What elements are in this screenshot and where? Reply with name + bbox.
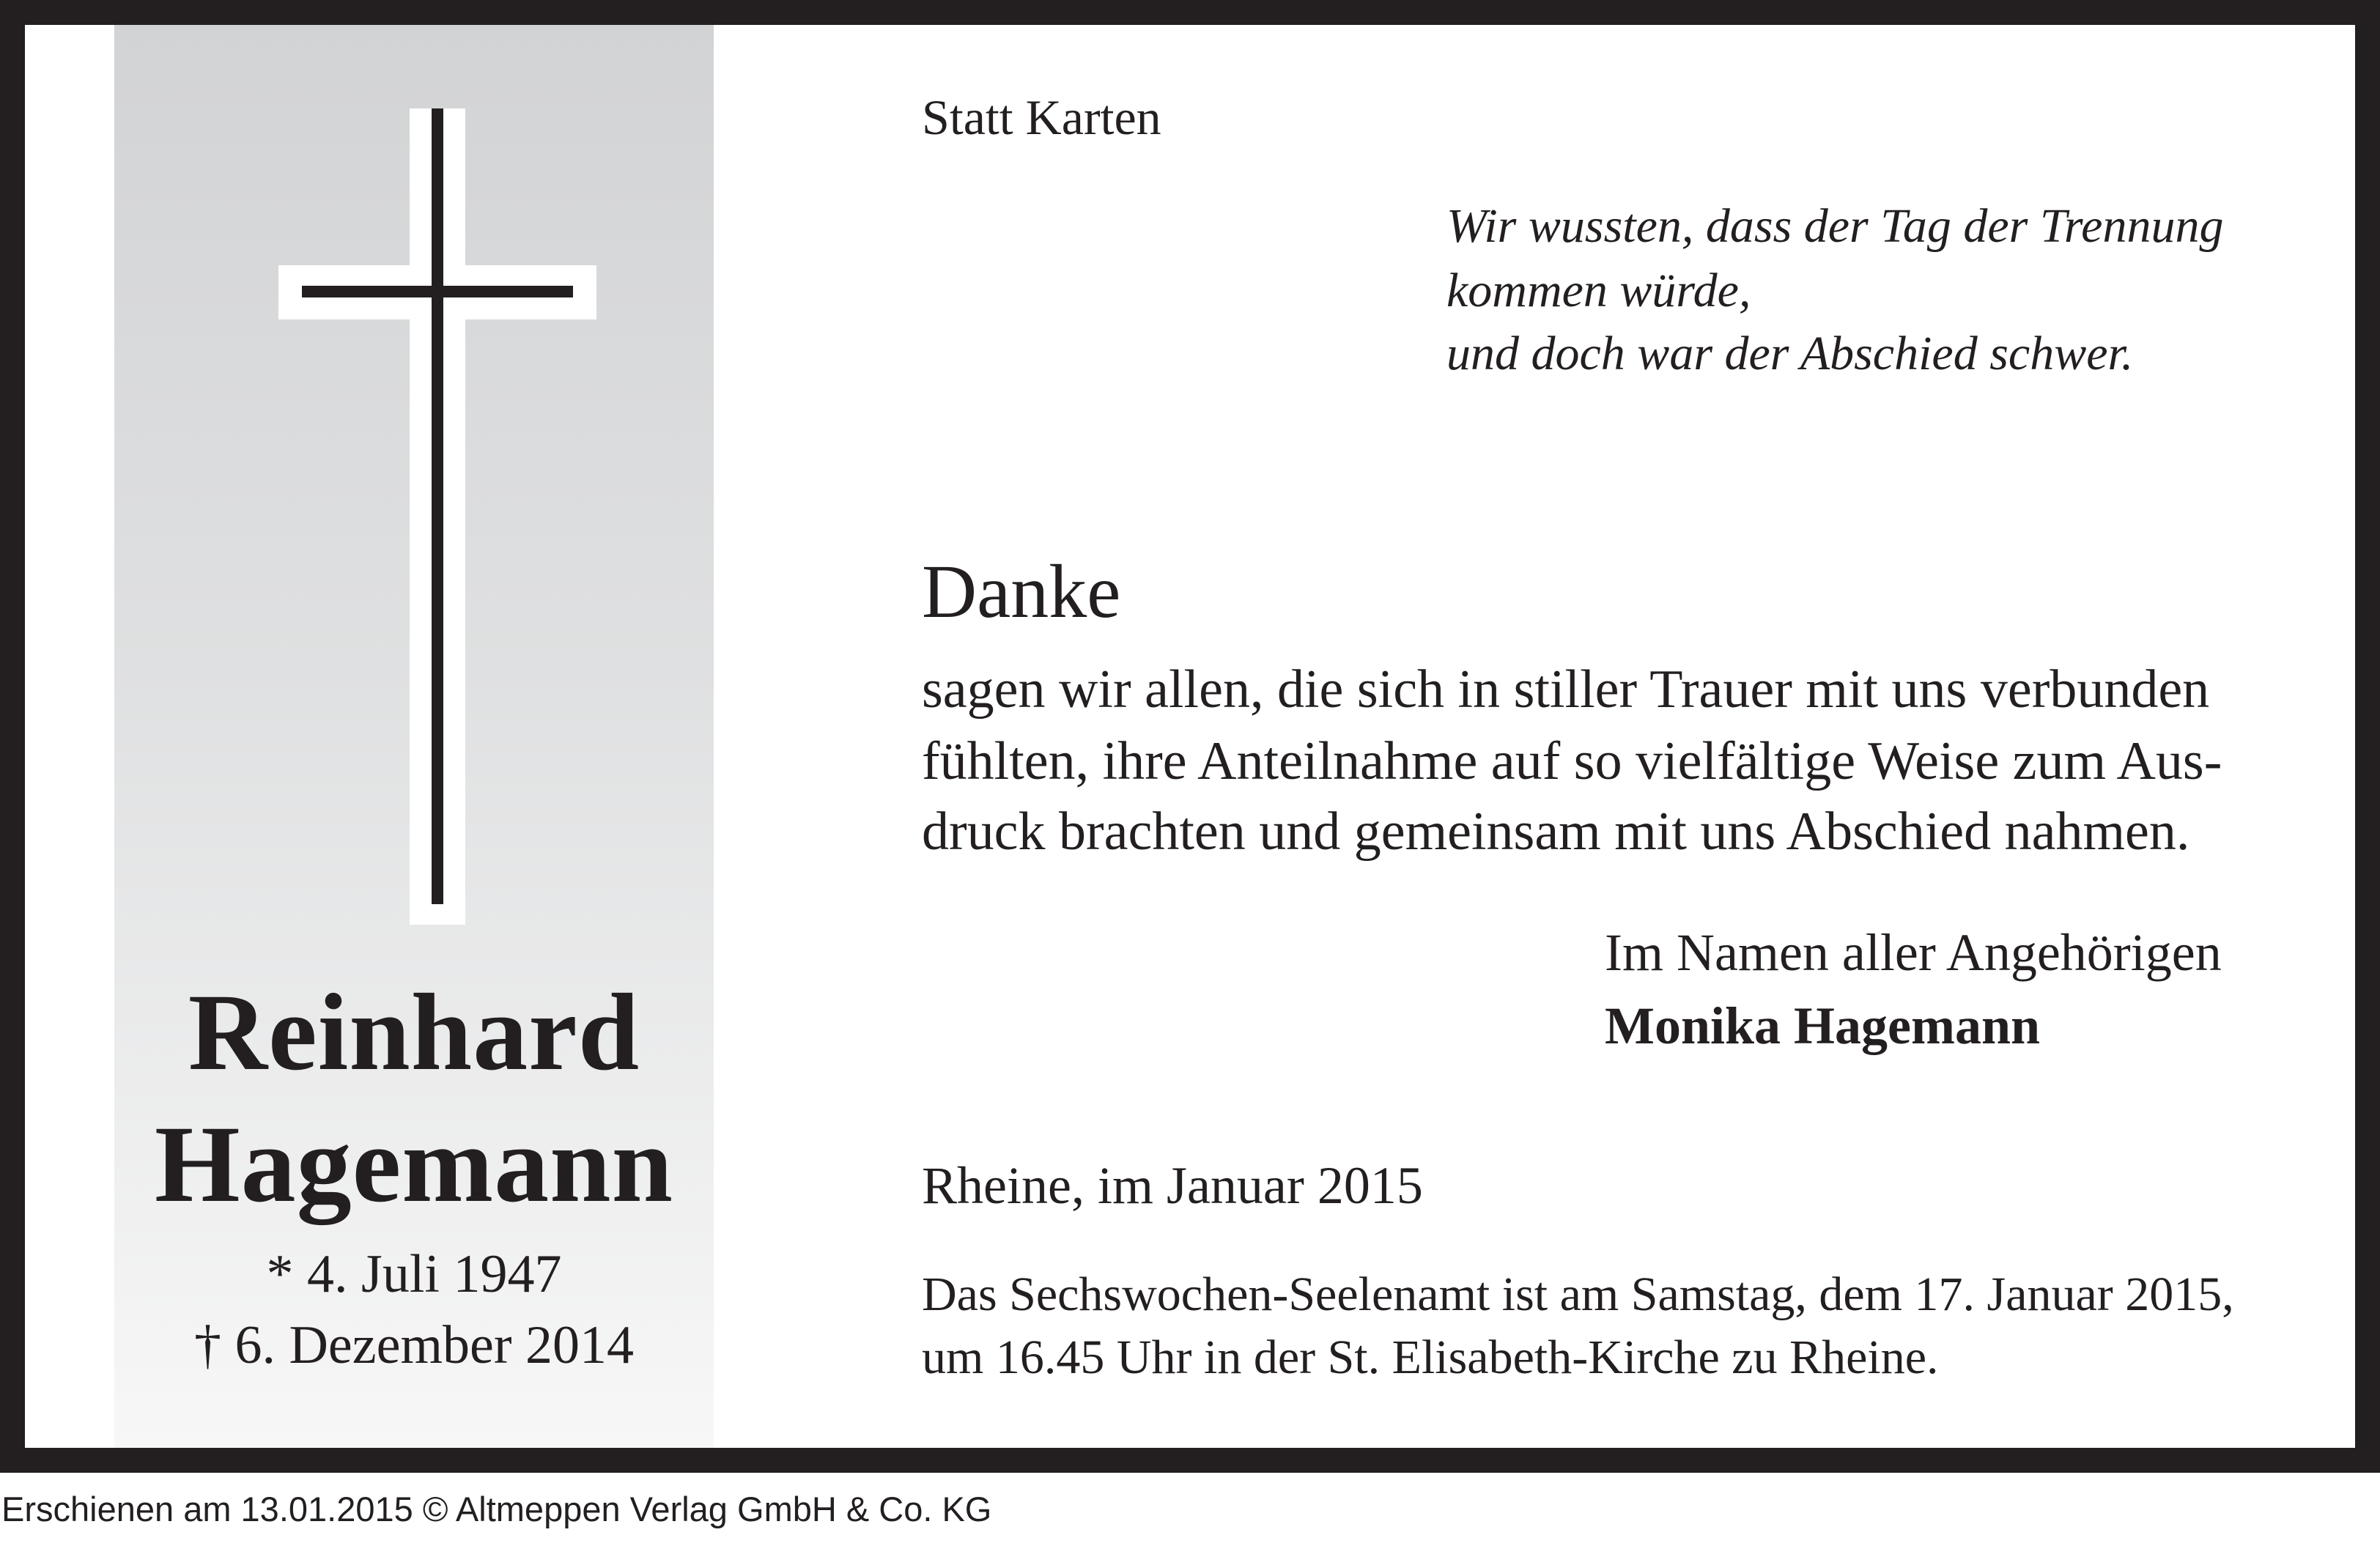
place-date: Rheine, im Januar 2015 [922, 1156, 1423, 1215]
service-notice-line: Das Sechswochen-Seelenamt ist am Samstag, dem 17. Januar 2015, [922, 1268, 2234, 1321]
quote-line: kommen würde, [1446, 264, 1751, 317]
thanks-text-line: druck brachten und gemeinsam mit uns Abschied nahmen. [922, 802, 2190, 862]
thanks-text-line: fühlten, ihre Anteilnahme auf so vielfältige Weise zum Aus- [922, 731, 2222, 791]
service-notice-line: um 16.45 Uhr in der St. Elisabeth-Kirche zu Rheine. [922, 1331, 1939, 1384]
cross-bar-vertical [432, 108, 443, 904]
signature-name: Monika Hagemann [1605, 996, 2041, 1055]
deceased-last-name: Hagemann [154, 1103, 674, 1225]
quote-line: Wir wussten, dass der Tag der Trennung [1446, 199, 2224, 253]
quote-line: und doch war der Abschied schwer. [1446, 327, 2134, 380]
cross-bar-horizontal [302, 286, 573, 297]
birth-date: * 4. Juli 1947 [266, 1244, 562, 1304]
statt-karten-heading: Statt Karten [922, 89, 1161, 145]
notice-body [25, 25, 2355, 1448]
deceased-first-name: Reinhard [188, 972, 640, 1093]
signature-intro: Im Namen aller Angehörigen [1605, 923, 2222, 982]
danke-heading: Danke [922, 550, 1121, 634]
thanks-text-line: sagen wir allen, die sich in stiller Trauer mit uns verbunden [922, 659, 2210, 720]
death-date: † 6. Dezember 2014 [193, 1315, 635, 1375]
publication-footer: Erschienen am 13.01.2015 © Altmeppen Verlag GmbH & Co. KG [1, 1490, 992, 1528]
